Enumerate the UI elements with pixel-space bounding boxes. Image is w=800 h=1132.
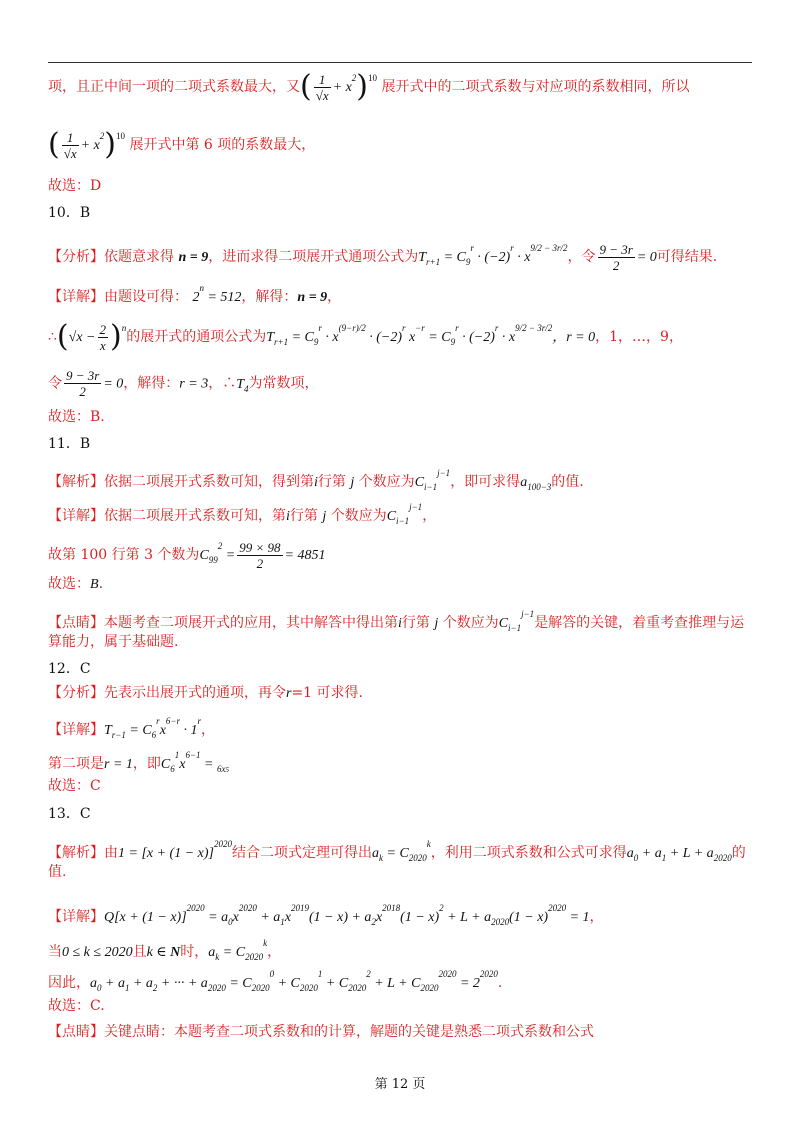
text: ，9，: [646, 329, 683, 345]
text: j: [350, 475, 355, 490]
text: ，: [201, 722, 215, 738]
text: ，∴: [208, 375, 237, 392]
text: i: [286, 509, 290, 524]
tag-analysis: 【解析】: [48, 845, 104, 861]
q11-line-3: 故第 100 行第 3 个数为$C_{99}^2$ = $\frac{99 \times 98}{2}$ = 4851: [48, 539, 326, 571]
text: 个数应为: [330, 508, 387, 524]
text: 且: [132, 944, 147, 960]
text: 先表示出展开式的通项，再令: [104, 685, 286, 701]
text: ，1，: [595, 329, 633, 345]
text: j: [434, 616, 439, 631]
text: ，即: [132, 756, 161, 772]
tag-comment: 【点睛】: [48, 615, 104, 631]
q9-text: 项，且正中间一项的二项式系数最大，又: [48, 79, 300, 95]
q11-analysis: 【解析】依据二项展开式系数可知，得到第i行第 j 个数应为$C_{i-1}^{j-1}$，即可求得$a_{100-3}$的值.: [48, 468, 584, 492]
q10-detail: 【详解】由题设可得： $2^n = 512$，解得：n = 9，: [48, 283, 342, 305]
q12-heading: 12．C: [48, 661, 91, 677]
q12-analysis: [48, 683, 363, 704]
q9-line-2: ( $\frac{1}{√x}$ + $x^2)^{10}$ 展开式中第 6 项的系数最大，: [48, 127, 316, 162]
text: 行第: [317, 474, 346, 490]
text: 因此，: [48, 975, 90, 991]
q11-detail: 【详解】依据二项展开式系数可知，第i行第 j 个数应为$C_{i-1}^{j-1}$，: [48, 502, 437, 526]
text: 行第: [289, 508, 318, 524]
text: 个数应为: [358, 474, 415, 490]
q11-answer: [48, 574, 103, 595]
q12-detail: 【详解】$T_{r-1} = C_6^rx^{6-r} \cdot 1^r$，: [48, 716, 215, 740]
page-number: 第 12 页: [374, 1077, 426, 1092]
q10-heading: 10．B: [48, 205, 91, 221]
tag-detail: 【详解】: [48, 289, 104, 305]
q10-answer: 故选：B.: [48, 409, 105, 425]
q10-analysis: 【分析】依题意求得 n = 9，进而求得二项展开式通项公式为$T_{r+1} = C_9^r \cdot (-2)^r \cdot x^{9/2 - 3r/2}$，令 $\frac{9 - 3r}{2}$ = 0可得结果.: [48, 241, 718, 273]
text: 个数应为: [442, 615, 499, 631]
q13-line-4: 因此，$a_0 + a_1 + a_2$ + ··· + $a_{2020} = C_{2020}^0 + C_{2020}^1 + C_{2020}^2 + L + C_{2020}^{2020} = 2^{2020}$.: [48, 969, 503, 993]
q13-line-3: 当0 ≤ k ≤ 2020且k ∈ N时，$a_k = C_{2020}^k$，: [48, 938, 282, 962]
text: 行第: [401, 615, 430, 631]
text: 可得结果.: [656, 249, 718, 265]
tag-comment: 【点睛】: [48, 1024, 104, 1040]
q11-comment: 【点睛】本题考查二项展开式的应用，其中解答中得出第i行第 j 个数应为$C_{i-1}^{j-1}$是解答的关键，着重考查推理与运: [48, 609, 745, 633]
text: ，: [422, 508, 437, 524]
formula-fraction: $\frac{99 \times 98}{2}$: [239, 539, 281, 571]
tag-detail: 【详解】: [48, 722, 104, 738]
formula-fraction: $\frac{9 - 3r}{2}$: [66, 368, 100, 399]
text: 令: [48, 375, 62, 392]
text: ，令: [567, 249, 596, 265]
text: ，: [267, 944, 282, 960]
text: ∴: [48, 329, 57, 345]
header-rule: [48, 62, 752, 63]
text: r: [286, 686, 292, 701]
text: i: [398, 616, 402, 631]
q9-answer: 故选：D: [48, 178, 102, 194]
text: 的展开式的通项公式为: [126, 329, 267, 345]
q11-comment-2: 算能力，属于基础题.: [48, 634, 179, 650]
text: ，解得：: [123, 375, 180, 392]
text: ，进而求得二项展开式通项公式为: [208, 249, 419, 265]
q13-analysis-2: 值.: [48, 864, 67, 880]
text: =1 可求得.: [291, 685, 363, 701]
text: 当: [48, 944, 62, 960]
q13-detail: 【详解】$Q[x + (1 - x)]^{2020} = a_0x^{2020} + a_1x^{2019}(1 - x) + a_2x^{2018}(1 - x)^2 + L + a_{2020}(1 - x)^{2020} = 1$，: [48, 903, 604, 927]
q12-answer: 故选：C: [48, 778, 101, 794]
text: 时，: [180, 944, 209, 960]
formula-fraction: $\frac{2}{x}$: [99, 321, 106, 353]
formula-fraction: $\frac{1}{√x}$: [315, 71, 329, 103]
q9-line-1: 项，且正中间一项的二项式系数最大，又( $\frac{1}{√x}$ + $x^2)^{10}$ 展开式中的二项式系数与对应项的系数相同，所以: [48, 69, 690, 104]
text: ，即可求得: [450, 474, 521, 490]
text: 第二项是: [48, 756, 104, 772]
text: 由: [104, 845, 118, 861]
q12-line-3: 第二项是r = 1，即$C_6^1x^{6-1} = _{6x5}$: [48, 750, 229, 774]
text: ，利用二项式系数和公式可求得: [430, 845, 627, 861]
text: …: [632, 329, 647, 345]
q9-text: 展开式中的二项式系数与对应项的系数相同，所以: [381, 79, 690, 95]
tag-analysis: 【分析】: [48, 249, 104, 265]
q13-comment: [48, 1022, 594, 1042]
tag-analysis: 【解析】: [48, 474, 104, 490]
q13-answer: 故选：C.: [48, 998, 105, 1014]
text: B: [90, 577, 99, 592]
text: 的值.: [551, 474, 584, 490]
text: 本题考查二项展开式的应用，其中解答中得出第: [104, 615, 398, 631]
text: 是解答的关键，着重考查推理与运: [534, 615, 745, 631]
q11-heading: 11．B: [48, 436, 91, 452]
text: 依题意求得: [104, 249, 174, 265]
text: .: [98, 576, 104, 592]
text: ，: [327, 289, 342, 305]
q10-line-4: 令 $\frac{9 - 3r}{2}$ = 0，解得：r = 3，$\therefore T_4$为常数项，: [48, 368, 319, 399]
text: 依据二项展开式系数可知，得到第: [104, 474, 314, 490]
text: 结合二项式定理可得出: [232, 845, 372, 861]
text: 故选：: [48, 576, 90, 592]
q9-text: 展开式中第 6 项的系数最大，: [129, 137, 316, 153]
text: 依据二项展开式系数可知，第: [104, 508, 286, 524]
tag-detail: 【详解】: [48, 909, 104, 925]
text: ，解得：: [241, 289, 298, 305]
text: 故第 100 行第 3 个数为: [48, 547, 200, 563]
q13-analysis: 【解析】由$1 = [x + (1 - x)]^{2020}$结合二项式定理可得出$a_k = C_{2020}^k$，利用二项式系数和公式可求得$a_0 + a_1 + L + a_{2020}$的: [48, 839, 746, 863]
text: 为常数项，: [248, 375, 319, 392]
text: 关键点睛：本题考查二项式系数和的计算，解题的关键是熟悉二项式系数和公式: [104, 1024, 594, 1040]
formula-fraction: $\frac{1}{√x}$: [63, 129, 77, 161]
tag-analysis: 【分析】: [48, 685, 104, 701]
formula-fraction: $\frac{9 - 3r}{2}$: [599, 241, 633, 273]
text: 由题设可得：: [104, 289, 188, 305]
q13-heading: 13．C: [48, 806, 91, 822]
text: j: [322, 509, 327, 524]
text: i: [314, 475, 318, 490]
text: 的: [731, 845, 746, 861]
tag-detail: 【详解】: [48, 508, 104, 524]
q10-line-3: ∴(√x − $\frac{2}{x}$ )$^n$的展开式的通项公式为$T_{r+1} = C_9^r \cdot x^{(9-r)/2} \cdot (-2)^r$ $x^{-r} = C_9^r \cdot (-2)^r \cdot x^{9/2 - 3r/2}$，r = 0，1，…，9，: [48, 319, 683, 354]
